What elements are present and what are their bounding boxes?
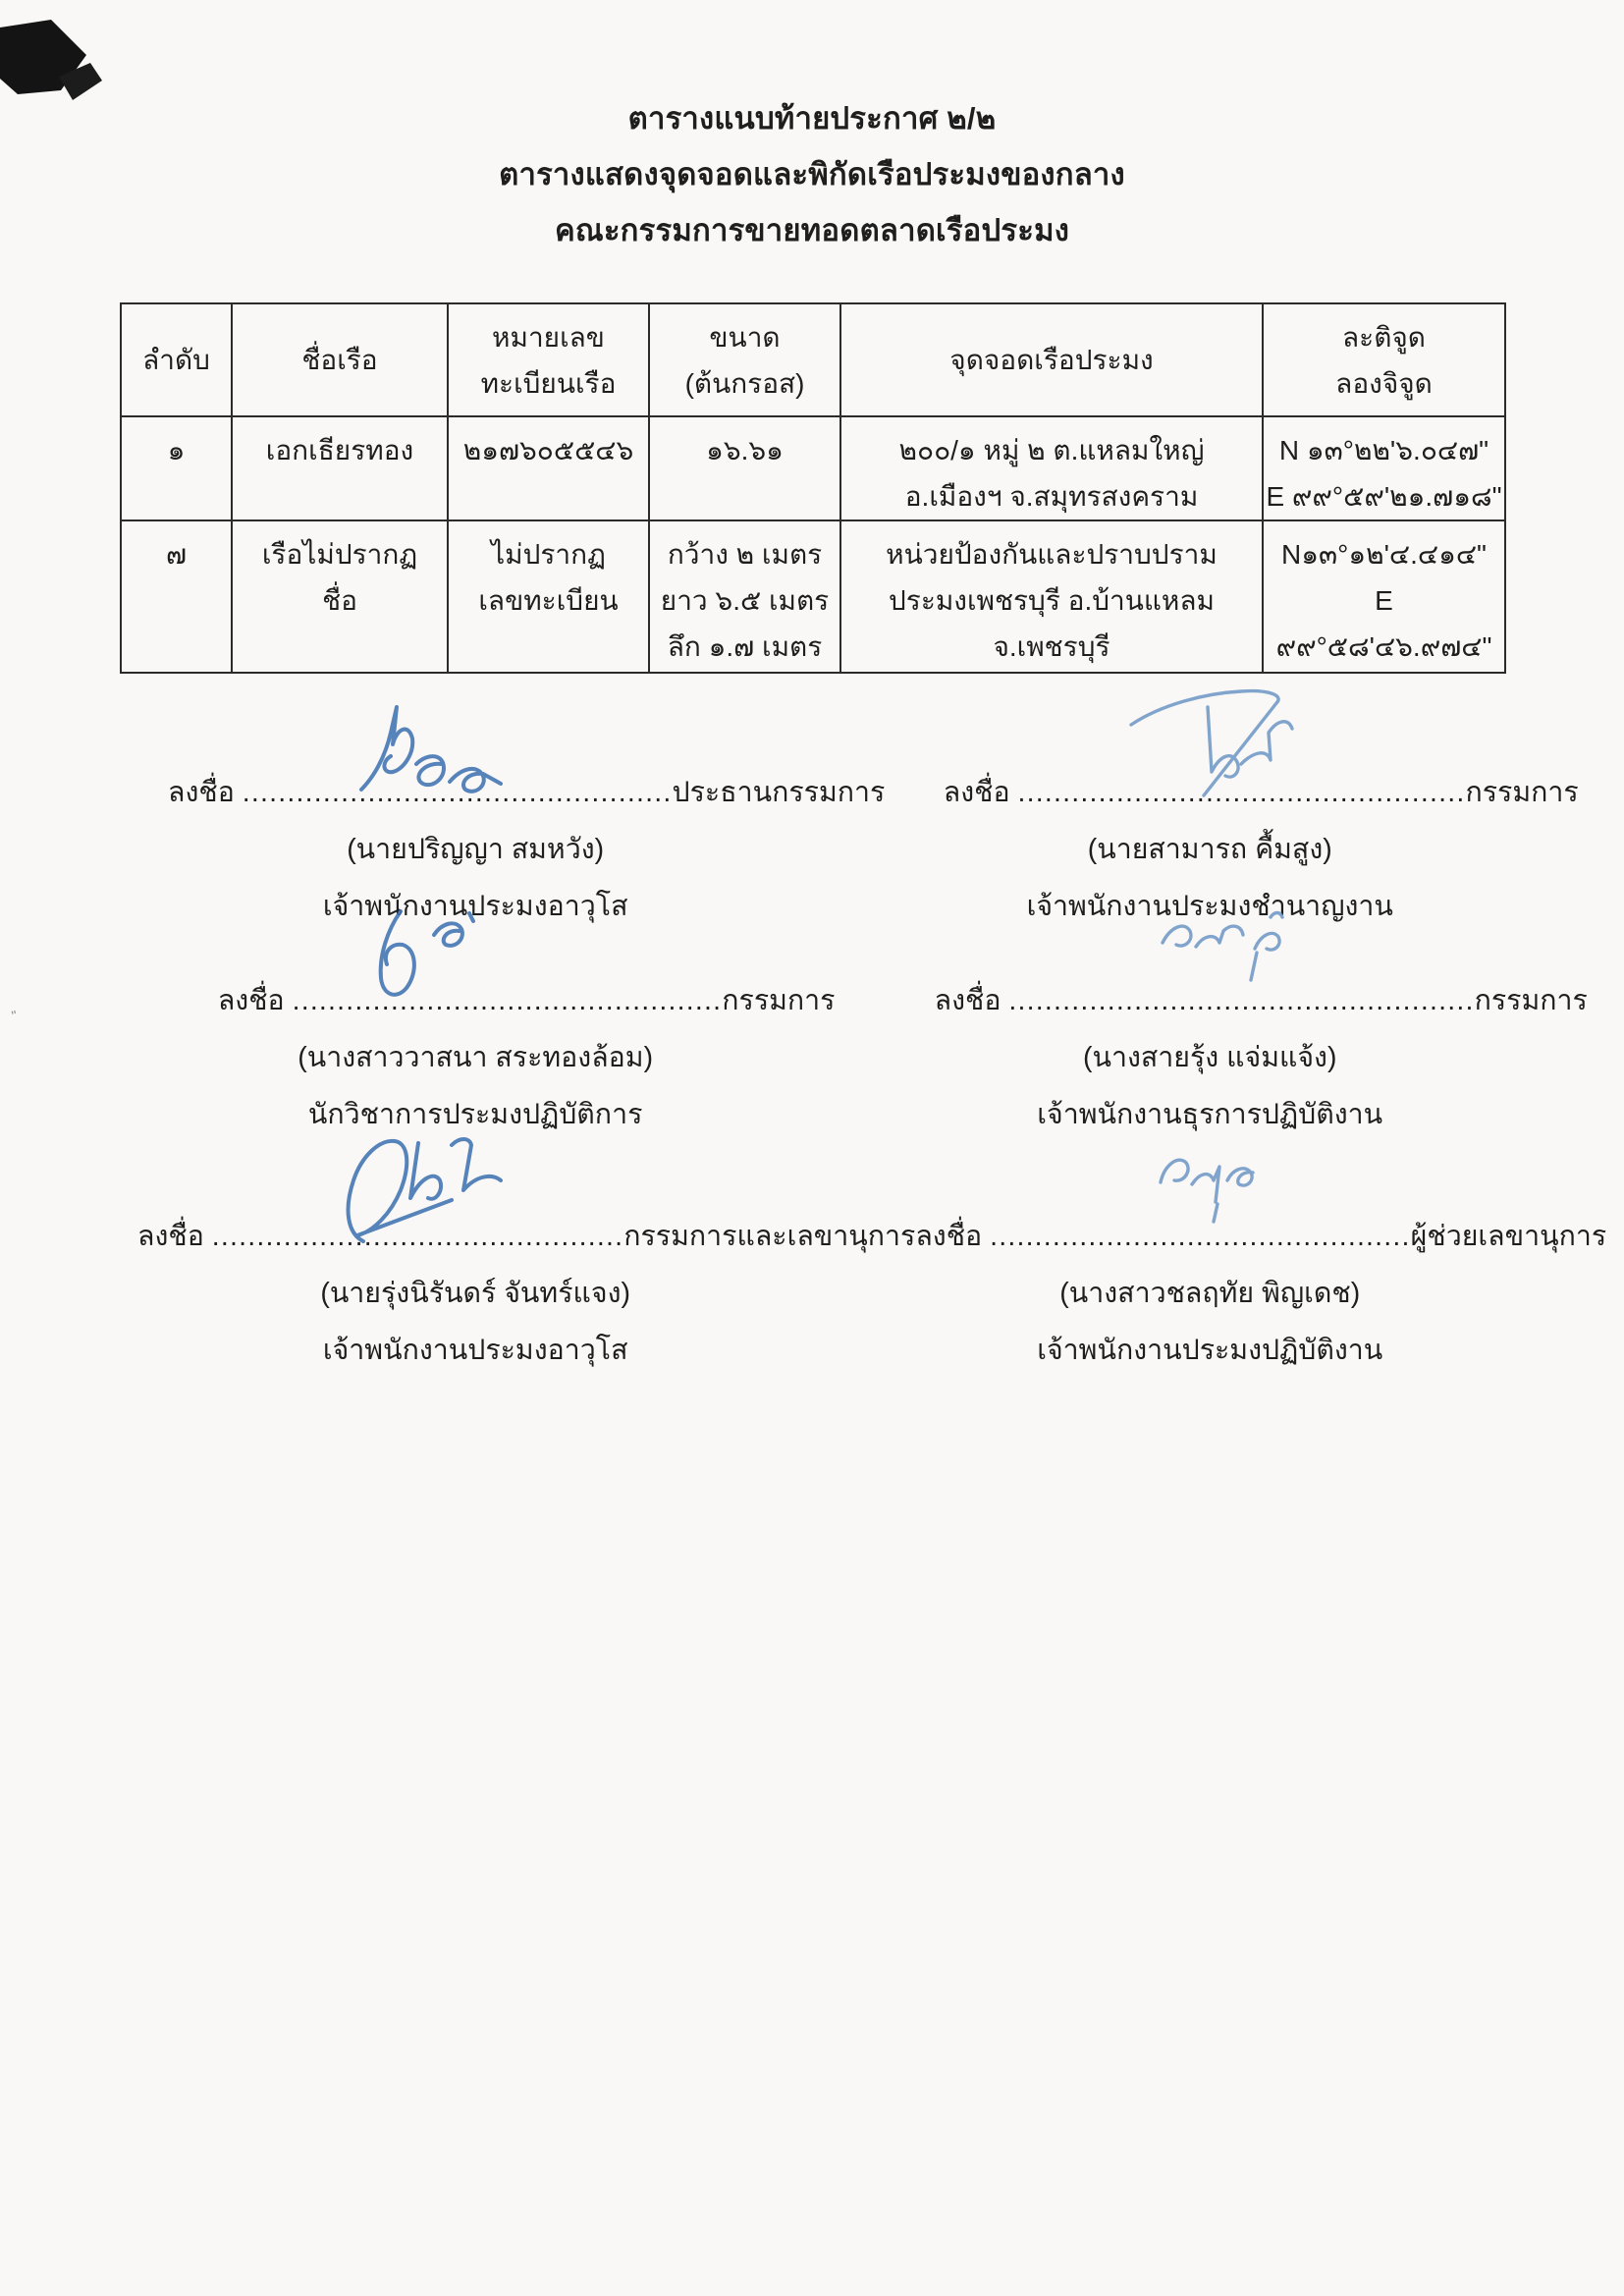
signature-section [137,729,1607,1398]
dotted-line: ............................................... [990,1221,1411,1252]
signer-position: เจ้าพนักงานธุรการปฏิบัติงาน [1037,1099,1383,1130]
signer-role: ประธานกรรมการ [672,777,886,808]
signature-block-member-3 [915,937,1606,1173]
dotted-line: ................................................ [242,777,673,808]
signer-name: (นางสายรุ้ง แจ่มแจ้ง) [1083,1042,1337,1073]
signature-line [915,768,1606,817]
signature-block-member-1 [915,729,1606,937]
cell-registration-number: ไม่ปรากฏ เลขทะเบียน [448,520,649,673]
signature-block-assistant-secretary [915,1173,1606,1398]
signer-position: เจ้าพนักงานประมงอาวุโส [322,1335,628,1366]
signature-line [137,976,915,1025]
signature-line [137,1212,915,1261]
col-header-coordinates: ละติจูด ลองจิจูด [1263,303,1505,416]
signer-position: เจ้าพนักงานประมงชำนาญงาน [1026,891,1393,922]
document-subtitle-2: คณะกรรมการขายทอดตลาดเรือประมง [554,213,1070,247]
signer-name: (นายรุ่งนิรันดร์ จันทร์แจง) [320,1278,630,1309]
signer-role: กรรมการและเลขานุการ [623,1221,916,1252]
col-header-boat-name: ชื่อเรือ [232,303,448,416]
signer-position: เจ้าพนักงานประมงปฏิบัติงาน [1037,1335,1383,1366]
signature-block-chairman [137,729,915,937]
signer-position: เจ้าพนักงานประมงอาวุโส [322,891,628,922]
boat-table [120,302,1506,674]
signer-role: กรรมการ [1465,777,1579,808]
table-header-row [121,303,1505,416]
signer-role: กรรมการ [1474,985,1588,1016]
dotted-line: .................................................... [1008,985,1475,1016]
sign-label: ลงชื่อ [217,985,293,1016]
signer-name: (นายปริญญา สมหวัง) [347,834,605,865]
sign-label: ลงชื่อ [943,777,1018,808]
col-header-registration-number: หมายเลข ทะเบียนเรือ [448,303,649,416]
sign-label: ลงชื่อ [934,985,1009,1016]
table-row [121,416,1505,520]
signer-name: (นายสามารถ คื้มสูง) [1087,834,1332,865]
scan-speck-artifact: " [10,1007,19,1024]
cell-mooring-point: หน่วยป้องกันและปราบปราม ประมงเพชรบุรี อ.บ้านแหลม จ.เพชรบุรี [840,520,1263,673]
document-title-block [0,90,1624,258]
sign-label: ลงชื่อ [168,777,243,808]
signature-block-secretary [137,1173,915,1398]
cell-coordinates: N ๑๓°๒๒'๖.๐๔๗" E ๙๙°๕๙'๒๑.๗๑๘" [1263,416,1505,520]
cell-index: ๑ [121,416,232,520]
signature-line [915,976,1606,1025]
col-header-index: ลำดับ [121,303,232,416]
document-title: ตารางแนบท้ายประกาศ ๒/๒ [627,101,997,136]
cell-registration-number: ๒๑๗๖๐๕๕๔๖ [448,416,649,520]
signer-role: กรรมการ [722,985,836,1016]
dotted-line: .............................................. [211,1221,624,1252]
signer-position: นักวิชาการประมงปฏิบัติการ [307,1099,643,1130]
signature-line [137,768,915,817]
document-subtitle-1: ตารางแสดงจุดจอดและพิกัดเรือประมงของกลาง [499,157,1125,191]
signature-line [915,1212,1606,1261]
cell-boat-name: เรือไม่ปรากฏ ชื่อ [232,520,448,673]
col-header-mooring-point: จุดจอดเรือประมง [840,303,1263,416]
cell-coordinates: N๑๓°๑๒'๔.๔๑๔" E ๙๙°๕๘'๔๖.๙๗๔" [1263,520,1505,673]
sign-label: ลงชื่อ [915,1221,991,1252]
cell-size: ๑๖.๖๑ [649,416,840,520]
sign-label: ลงชื่อ [137,1221,212,1252]
dotted-line: .................................................. [1017,777,1466,808]
table-row [121,520,1505,673]
signer-role: ผู้ช่วยเลขานุการ [1410,1221,1607,1252]
col-header-size: ขนาด (ต้นกรอส) [649,303,840,416]
cell-size: กว้าง ๒ เมตร ยาว ๖.๕ เมตร ลึก ๑.๗ เมตร [649,520,840,673]
cell-boat-name: เอกเธียรทอง [232,416,448,520]
cell-index: ๗ [121,520,232,673]
dotted-line: ................................................ [292,985,723,1016]
signer-name: (นางสาวชลฤทัย พิญเดช) [1059,1278,1361,1309]
cell-mooring-point: ๒๐๐/๑ หมู่ ๒ ต.แหลมใหญ่ อ.เมืองฯ จ.สมุทรสงคราม [840,416,1263,520]
signature-block-member-2 [137,937,915,1173]
signer-name: (นางสาววาสนา สระทองล้อม) [298,1042,654,1073]
